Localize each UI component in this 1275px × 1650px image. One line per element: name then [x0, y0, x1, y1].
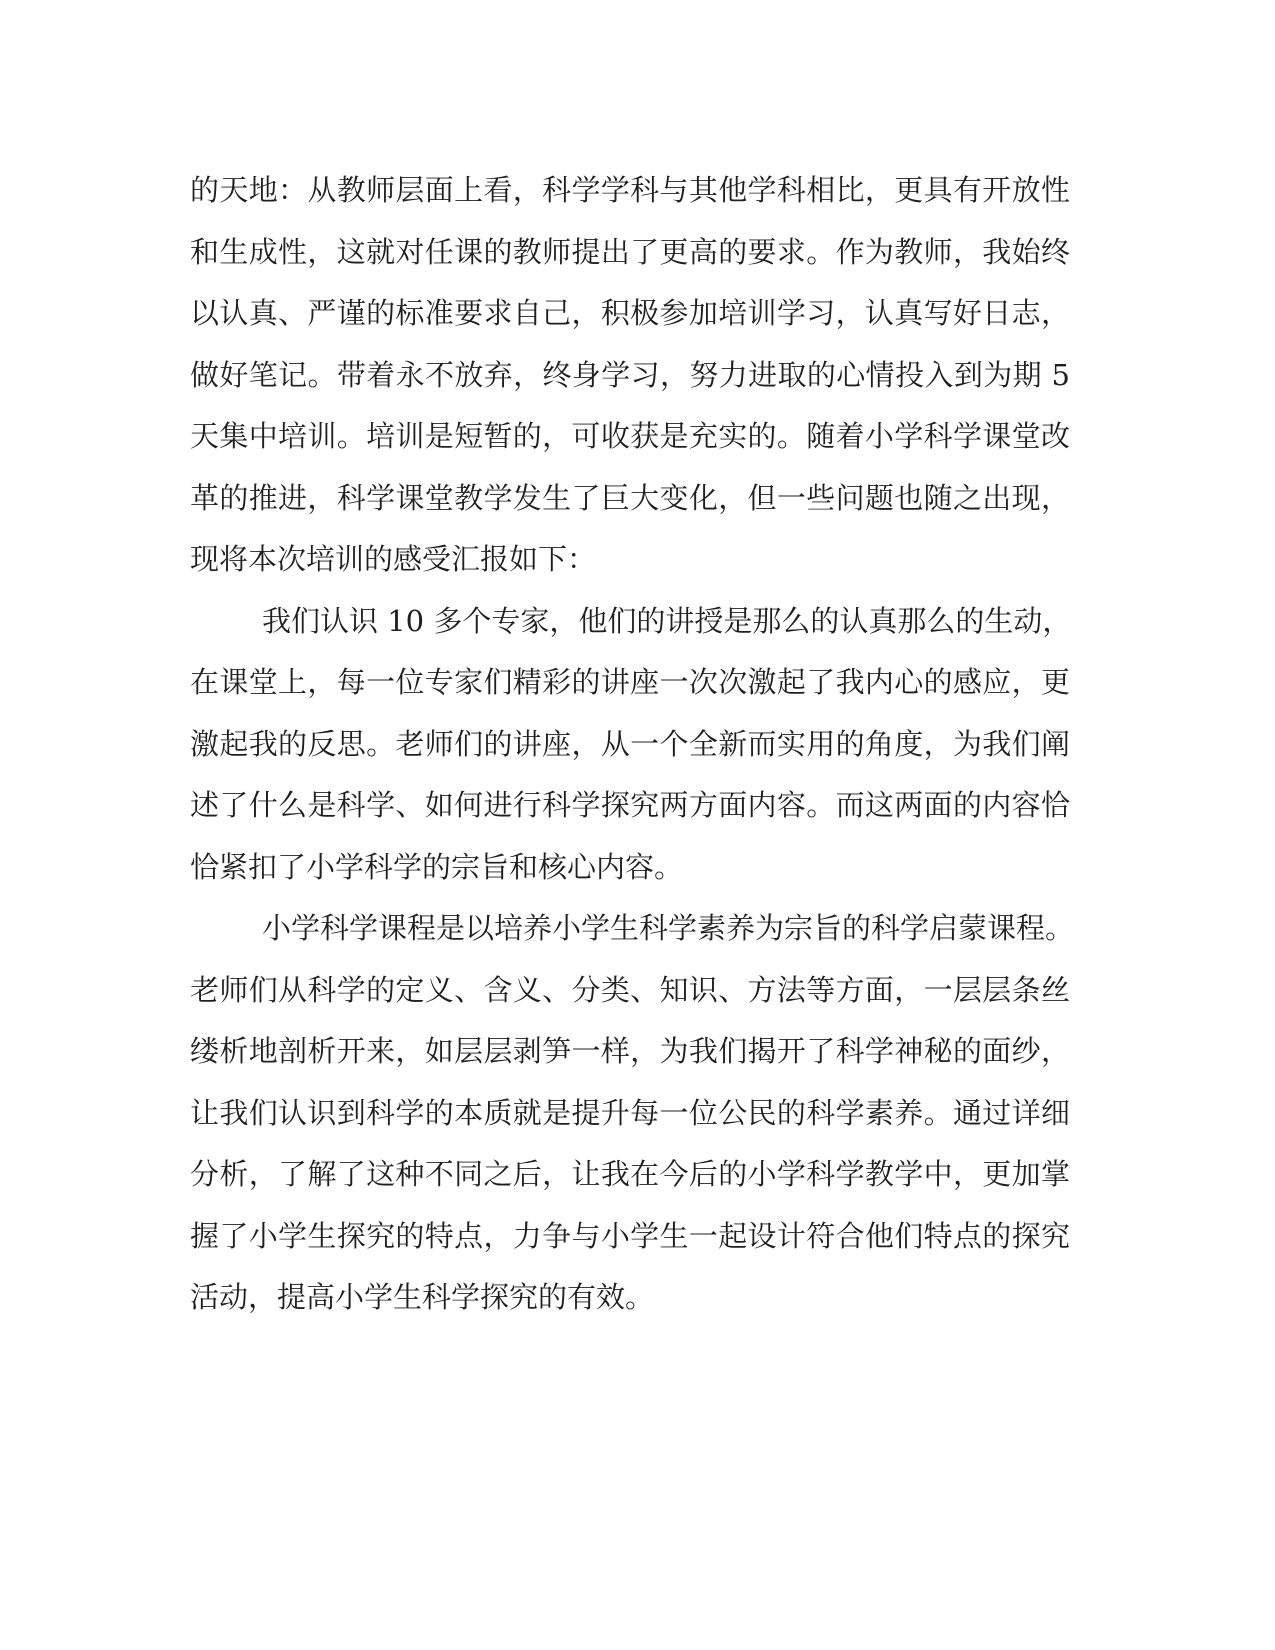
paragraph-3-line-6: 握了小学生探究的特点，力争与小学生一起设计符合他们特点的探究: [190, 1218, 1070, 1253]
paragraph-2-line-3: 激起我的反思。老师们的讲座，从一个全新而实用的角度，为我们阐: [190, 726, 1070, 761]
paragraph-1-line-3: 以认真、严谨的标准要求自己，积极参加培训学习，认真写好日志，: [190, 296, 1070, 330]
paragraph-3-line-4: 让我们认识到科学的本质就是提升每一位公民的科学素养。通过详细: [190, 1095, 1070, 1130]
paragraph-1-line-6: 革的推进，科学课堂教学发生了巨大变化，但一些问题也随之出现，: [190, 480, 1070, 515]
paragraph-1-line-4: 做好笔记。带着永不放弃，终身学习，努力进取的心情投入到为期 5: [190, 357, 1070, 392]
body-text: [190, 160, 1075, 1329]
paragraph-3-line-2: 老师们从科学的定义、含义、分类、知识、方法等方面，一层层条丝: [190, 972, 1070, 1007]
paragraph-3-line-3: 缕析地剖析开来，如层层剥笋一样，为我们揭开了科学神秘的面纱，: [190, 1034, 1070, 1068]
paragraph-1-line-7: 现将本次培训的感受汇报如下：: [190, 542, 597, 576]
paragraph-2-line-5: 恰紧扣了小学科学的宗旨和核心内容。: [190, 849, 684, 884]
paragraph-3-line-1: 小学科学课程是以培养小学生科学素养为宗旨的科学启蒙课程。: [262, 911, 1075, 945]
paragraph-1-line-2: 和生成性，这就对任课的教师提出了更高的要求。作为教师，我始终: [190, 234, 1070, 269]
paragraph-1-line-1: 的天地：从教师层面上看，科学学科与其他学科相比，更具有开放性: [190, 173, 1070, 207]
paragraph-2-line-4: 述了什么是科学、如何进行科学探究两方面内容。而这两面的内容恰: [190, 788, 1070, 822]
paragraph-1-line-5: 天集中培训。培训是短暂的，可收获是充实的。随着小学科学课堂改: [190, 419, 1070, 453]
paragraph-3-line-5: 分析，了解了这种不同之后，让我在今后的小学科学教学中，更加掌: [190, 1157, 1070, 1191]
paragraph-2-line-2: 在课堂上，每一位专家们精彩的讲座一次次激起了我内心的感应，更: [190, 665, 1070, 699]
paragraph-2-line-1: 我们认识 10 多个专家，他们的讲授是那么的认真那么的生动，: [262, 603, 1072, 638]
paragraph-3-line-7: 活动，提高小学生科学探究的有效。: [190, 1280, 655, 1314]
